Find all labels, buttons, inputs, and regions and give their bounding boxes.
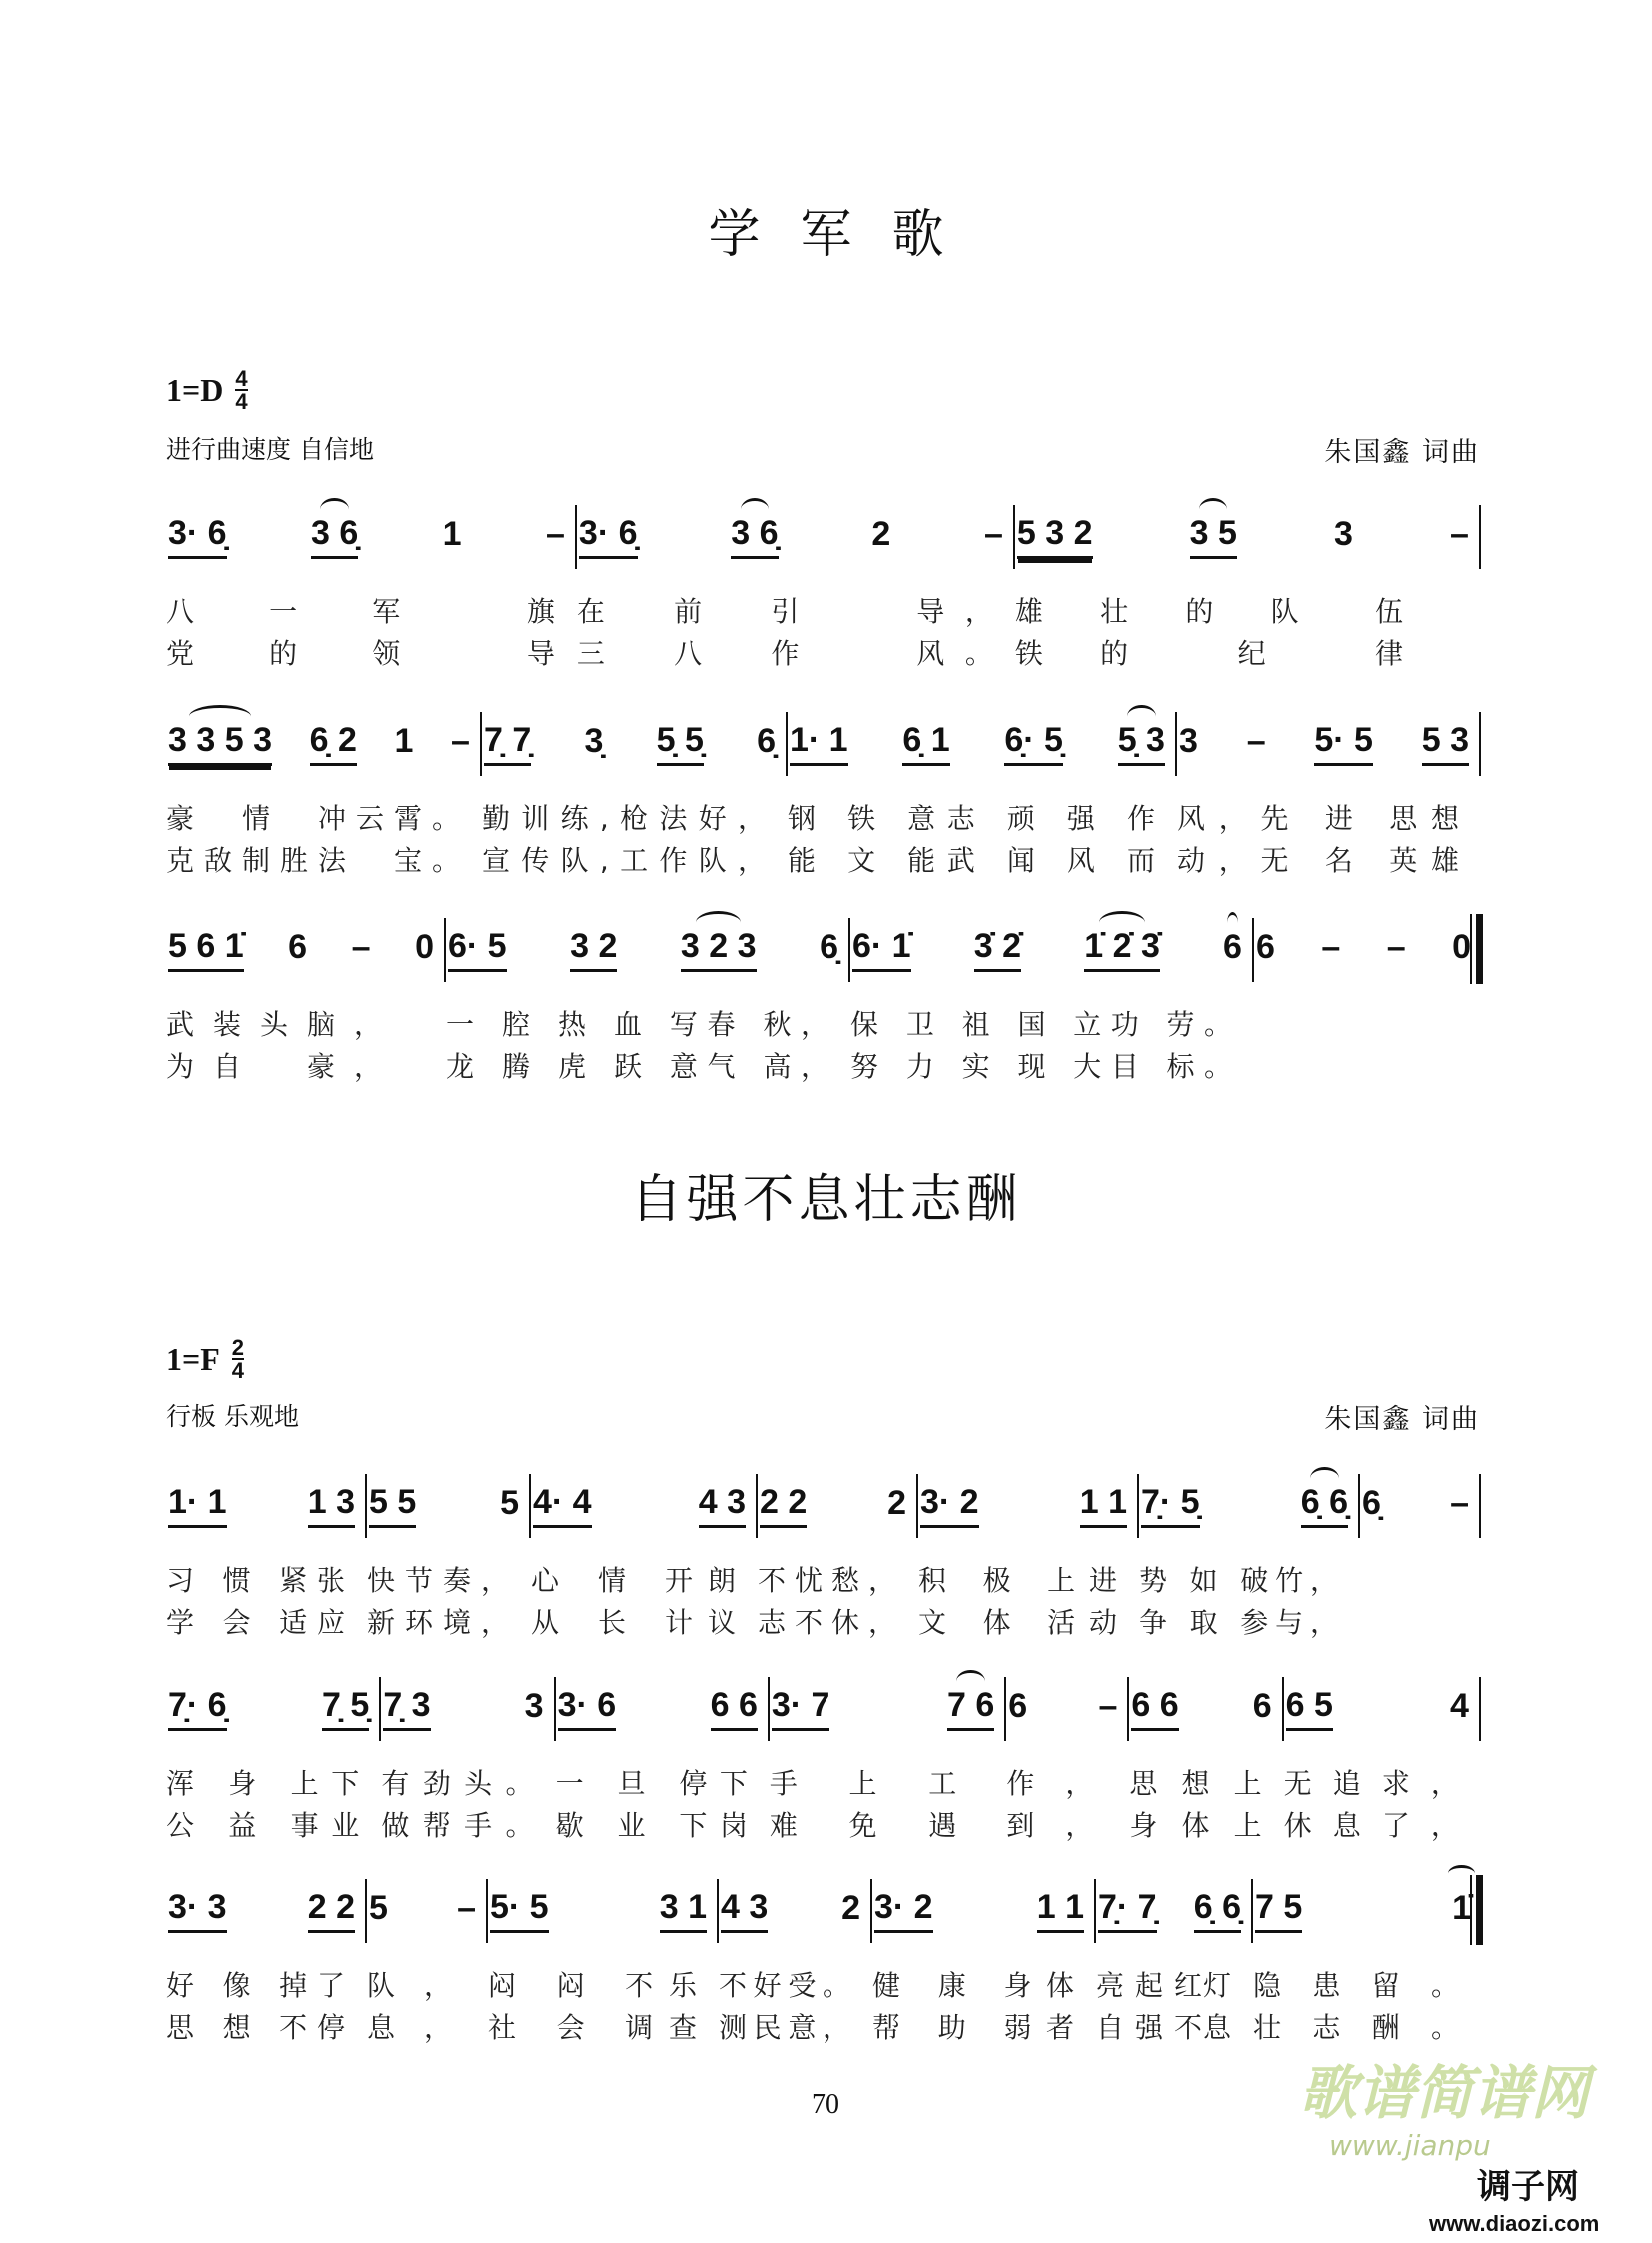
- note-group: 3: [1334, 515, 1353, 553]
- notation-line: [166, 1474, 1481, 1644]
- note-group: 5 3 2: [1017, 516, 1093, 559]
- note-group: 5· 5: [1314, 723, 1373, 766]
- lyrics-verse-1: [1360, 1560, 1481, 1602]
- note-group: 3̣: [584, 722, 604, 760]
- key-signature: [166, 368, 248, 412]
- measure-notes: [758, 1474, 918, 1538]
- measure-notes: [488, 1879, 719, 1943]
- dash-sustain: –: [1386, 928, 1406, 966]
- note-group: 3 5: [1190, 516, 1237, 559]
- measure-notes: [482, 712, 788, 776]
- measure: [1139, 1474, 1360, 1644]
- watermark-brand: 调子网: [1477, 2167, 1579, 2207]
- note-group: 7 5: [1255, 1890, 1302, 1933]
- note-group: 6 6: [1131, 1688, 1178, 1731]
- lyrics-verse-1: 势 如 破竹，: [1139, 1564, 1338, 1597]
- note-group: 1· 1: [790, 723, 848, 766]
- note-group: 6· 5: [448, 929, 507, 972]
- note-group: 1̇: [1452, 1891, 1471, 1931]
- measure-notes: [1254, 918, 1481, 982]
- dash-sustain: –: [457, 1889, 476, 1927]
- note-group: 7̣ 7̣: [484, 723, 531, 766]
- lyrics-verse-2: 公 益 事业: [166, 1809, 360, 1842]
- notation-line: [166, 918, 1481, 1088]
- key: 1=D: [166, 371, 224, 408]
- measure: [488, 1879, 719, 2049]
- lyrics-verse-1: 健 康 身体: [872, 1969, 1074, 2002]
- notation-line: [166, 1677, 1481, 1847]
- lyrics-verse-2: 三 八 作 风。: [576, 637, 993, 670]
- lyrics-verse-1: 风，先 进 思想: [1177, 802, 1459, 835]
- note-group: 3· 7: [772, 1688, 830, 1731]
- measure: [1015, 505, 1481, 675]
- note-group: 6̣: [820, 928, 838, 966]
- author-credit: 朱国鑫 词曲: [1324, 437, 1480, 468]
- note-group: 3· 6̣: [168, 516, 227, 559]
- notation-line: [166, 505, 1481, 675]
- lyrics-verse-1: 心 情 开朗: [531, 1564, 736, 1597]
- measure-notes: [770, 1677, 1006, 1741]
- lyrics-verse-1: 闷 闷 不乐: [488, 1969, 697, 2002]
- note-group: 3̇ 2̇: [974, 929, 1021, 972]
- measure-notes: [166, 1879, 367, 1943]
- note-group: 0: [415, 928, 434, 966]
- note-group: 1̇ 2̇ 3̇: [1084, 929, 1160, 972]
- measure-notes: [1284, 1677, 1481, 1741]
- lyrics-verse-2: 休息了，: [1283, 1809, 1459, 1842]
- measure-notes: [577, 505, 1015, 569]
- note-group: 5 6 1̇: [168, 929, 244, 972]
- notation-line: [166, 1879, 1481, 2049]
- note-group: 3: [1179, 722, 1198, 760]
- time-numerator: 4: [235, 366, 248, 391]
- note-group: 1· 1: [168, 1485, 227, 1528]
- measure: [166, 918, 446, 1088]
- measure: [556, 1677, 770, 1847]
- lyrics-verse-2: 能 文 能武 闻 风 而: [788, 844, 1155, 877]
- lyrics-verse-2: 从 长 计议: [531, 1606, 736, 1639]
- measure-notes: [367, 1879, 488, 1943]
- measure-notes: [166, 1677, 381, 1741]
- lyrics-verse-1: 武装头脑，: [166, 1008, 424, 1041]
- lyrics-verse-1: 八 一 军 旗: [166, 595, 555, 628]
- note-group: 3· 6: [558, 1688, 617, 1731]
- lyrics-verse-1: 有劲头。: [381, 1767, 534, 1800]
- lyrics-verse-2: 争 取 参与，: [1139, 1606, 1338, 1639]
- measure-notes: [850, 918, 1254, 982]
- note-group: 6: [1252, 1687, 1272, 1725]
- note-group: 4· 4: [533, 1485, 592, 1528]
- lyrics-verse-1: 隐患留。: [1253, 1969, 1459, 2002]
- measure: [367, 1474, 531, 1644]
- note-group: 7̣· 7̣: [1098, 1890, 1157, 1933]
- watermark-logo: 歌谱简谱网: [1299, 2059, 1590, 2127]
- lyrics-verse-2: 文 体 活动: [918, 1606, 1117, 1639]
- note-group: 3 6̣: [731, 516, 778, 559]
- lyrics-verse-2: [1360, 1602, 1481, 1644]
- lyrics-verse-1: [1254, 1004, 1481, 1046]
- measure-notes: [1177, 712, 1481, 776]
- measure-notes: [367, 1474, 531, 1538]
- note-group: 3 6̣: [311, 516, 358, 559]
- note-group: 1 1: [1037, 1890, 1084, 1933]
- measure-notes: [166, 712, 482, 776]
- dash-sustain: –: [984, 515, 1003, 553]
- measure: [1284, 1677, 1481, 1847]
- page-number: 70: [812, 2089, 839, 2120]
- lyrics-verse-2: 新环境，: [367, 1606, 509, 1639]
- measure: [367, 1879, 488, 2049]
- time-numerator: 2: [231, 1335, 245, 1360]
- measure: [166, 505, 577, 675]
- song-title: 学军歌: [708, 205, 984, 265]
- note-group: 3· 3: [168, 1890, 227, 1933]
- measure: [482, 712, 788, 882]
- measure: [166, 1474, 367, 1644]
- measure: [1360, 1474, 1481, 1644]
- time-denominator: 4: [231, 1358, 245, 1383]
- measure-notes: [1006, 1677, 1129, 1741]
- lyrics-verse-2: 学 会 适应: [166, 1606, 345, 1639]
- lyrics-verse-1: 积 极 上进: [918, 1564, 1117, 1597]
- measure: [446, 918, 850, 1088]
- lyrics-verse-2: 宣传队,工作队，: [482, 844, 766, 877]
- measure-notes: [166, 918, 446, 982]
- watermark-url: www.jianpu: [1329, 2129, 1491, 2162]
- note-group: 6 6: [711, 1688, 758, 1731]
- note-group: 3· 6̣: [579, 516, 638, 559]
- note-group: 6̣: [1362, 1484, 1381, 1522]
- note-group: 6: [288, 928, 308, 966]
- lyrics-verse-1: 作，: [1006, 1767, 1108, 1800]
- note-group: 6̣: [757, 722, 776, 760]
- dash-sustain: –: [1098, 1687, 1118, 1725]
- watermark-brand-url: www.diaozi.com: [1429, 2211, 1600, 2236]
- note-group: 2: [871, 515, 891, 553]
- measure: [166, 1879, 367, 2049]
- note-group: 3 1: [660, 1890, 707, 1933]
- note-group: 6 5: [1286, 1688, 1333, 1731]
- lyrics-verse-1: 豪 情 冲云霄。: [166, 802, 460, 835]
- lyrics-verse-2: 自 强 不息: [1096, 2011, 1231, 2044]
- measure-notes: [918, 1474, 1139, 1538]
- measure: [918, 1474, 1139, 1644]
- note-group: 6: [1008, 1687, 1028, 1725]
- note-group: 2 2: [760, 1485, 807, 1528]
- note-group: 6̣ 6̣: [1301, 1485, 1348, 1528]
- lyrics-verse-1: 浑 身 上下: [166, 1767, 360, 1800]
- note-group: 1: [394, 722, 414, 760]
- measure-notes: [446, 918, 850, 982]
- measure: [1006, 1677, 1129, 1847]
- lyrics-verse-1: 手 上 工: [769, 1767, 985, 1800]
- note-group: 3· 2: [920, 1485, 979, 1528]
- lyrics-verse-1: 思想上: [1129, 1767, 1262, 1800]
- lyrics-verse-2: 动，无 名 英雄: [1177, 844, 1459, 877]
- lyrics-verse-2: [1254, 1046, 1481, 1088]
- lyrics-verse-1: 一 旦 停下: [555, 1767, 748, 1800]
- time-signature: [232, 1337, 244, 1381]
- measure: [1254, 918, 1481, 1088]
- note-group: 4: [1450, 1687, 1469, 1725]
- note-group: 7̣ 5̣: [322, 1688, 369, 1731]
- dash-sustain: –: [1450, 515, 1469, 553]
- lyrics-verse-2: 克敌制胜法 宝。: [166, 844, 460, 877]
- note-group: 4 3: [721, 1890, 768, 1933]
- note-group: 6: [1256, 928, 1275, 966]
- note-group: 3: [524, 1687, 544, 1725]
- measure: [577, 505, 1015, 675]
- dash-sustain: –: [451, 722, 470, 760]
- note-group: 6· 1̇: [852, 929, 911, 972]
- dash-sustain: –: [1246, 722, 1266, 760]
- tempo-marking: 行板 乐观地: [166, 1402, 299, 1431]
- lyrics-verse-1: 好 像 掉了: [166, 1969, 345, 2002]
- lyrics-verse-2: 息，: [367, 2011, 466, 2044]
- measure: [850, 918, 1254, 1088]
- lyrics-verse-2: 到，: [1006, 1809, 1108, 1842]
- measure-notes: [1129, 1677, 1283, 1741]
- measure: [788, 712, 1177, 882]
- measure: [531, 1474, 758, 1644]
- note-group: 6̣ 1: [902, 723, 949, 766]
- lyrics-verse-2: 思 想 不停: [166, 2011, 345, 2044]
- lyrics-verse-1: 勤训练,枪法好，: [482, 802, 766, 835]
- measure-notes: [556, 1677, 770, 1741]
- lyrics-verse-1: 亮 起 红灯: [1096, 1969, 1231, 2002]
- note-group: 5 5: [369, 1485, 416, 1528]
- note-group: 5: [500, 1484, 519, 1522]
- measure-notes: [1360, 1474, 1481, 1538]
- lyrics-verse-2: 志不休，: [758, 1606, 896, 1639]
- tempo-marking: 进行曲速度 自信地: [166, 435, 374, 464]
- measure-notes: [531, 1474, 758, 1538]
- lyrics-verse-2: 身体上: [1129, 1809, 1262, 1842]
- note-group: 4 3: [699, 1485, 746, 1528]
- note-group: 7̣ 3: [383, 1688, 430, 1731]
- lyrics-verse-2: 帮 助 弱者: [872, 2011, 1074, 2044]
- lyrics-verse-2: 党 的 领 导: [166, 637, 555, 670]
- note-group: 3· 2: [874, 1890, 933, 1933]
- measure: [1129, 1677, 1283, 1847]
- note-group: 5: [369, 1889, 388, 1927]
- author-credit: 朱国鑫 词曲: [1324, 1404, 1480, 1435]
- note-group: 6̣ 2: [310, 723, 357, 766]
- time-signature: [235, 368, 247, 412]
- measure: [770, 1677, 1006, 1847]
- dash-sustain: –: [1450, 1484, 1469, 1522]
- song-title: 自强不息壮志酬: [630, 1170, 1022, 1230]
- measure-notes: [166, 505, 577, 569]
- measure-notes: [872, 1879, 1096, 1943]
- note-group: 5̣ 5̣: [657, 723, 704, 766]
- note-group: 3 2 3: [681, 929, 757, 972]
- measure: [1177, 712, 1481, 882]
- note-group: 7̣· 5̣: [1141, 1485, 1200, 1528]
- note-group: 3 2: [570, 929, 617, 972]
- lyrics-verse-2: 歇 业 下岗: [555, 1809, 748, 1842]
- lyrics-verse-1: 钢 铁 意志 顽 强 作: [788, 802, 1155, 835]
- lyrics-verse-2: 测民意，: [719, 2011, 850, 2044]
- note-group: 6̣ 6̣: [1194, 1890, 1241, 1933]
- lyrics-verse-2: 铁 的 纪 律: [1014, 637, 1459, 670]
- dash-sustain: –: [546, 515, 565, 553]
- lyrics-verse-2: 做帮手。: [381, 1809, 534, 1842]
- measure-notes: [1139, 1474, 1360, 1538]
- note-group: 1: [442, 515, 462, 553]
- measure-notes: [719, 1879, 872, 1943]
- measure: [166, 1677, 381, 1847]
- lyrics-verse-1: 快节奏，: [367, 1564, 509, 1597]
- dash-sustain: –: [1321, 928, 1341, 966]
- measure: [872, 1879, 1096, 2049]
- lyrics-verse-2: 社 会 调查: [488, 2011, 697, 2044]
- note-group: 0: [1452, 928, 1471, 966]
- key-signature: [166, 1337, 244, 1381]
- measure: [166, 712, 482, 882]
- note-group: 5̣ 3: [1118, 723, 1165, 766]
- lyrics-verse-1: 习 惯 紧张: [166, 1564, 345, 1597]
- lyrics-verse-2: 难 免 遇: [769, 1809, 985, 1842]
- lyrics-verse-2: 龙 腾 虎 跃 意气 高，: [446, 1050, 828, 1083]
- note-group: 2: [841, 1889, 860, 1927]
- note-group: 5· 5: [490, 1890, 549, 1933]
- lyrics-verse-1: 无追求，: [1283, 1767, 1459, 1800]
- note-group: 3 3 5 3: [168, 723, 272, 766]
- note-group: 6: [1223, 930, 1242, 970]
- notation-line: [166, 712, 1481, 882]
- note-group: 7̣· 6̣: [168, 1688, 227, 1731]
- measure-notes: [166, 1474, 367, 1538]
- measure-notes: [381, 1677, 555, 1741]
- note-group: 1 3: [308, 1485, 355, 1528]
- lyrics-verse-1: 不忧愁，: [758, 1564, 896, 1597]
- lyrics-verse-1: 雄 壮 的 队 伍: [1014, 595, 1459, 628]
- measure: [719, 1879, 872, 2049]
- note-group: 7 6: [947, 1688, 994, 1731]
- lyrics-verse-2: 壮志酬。: [1253, 2011, 1459, 2044]
- dash-sustain: –: [351, 928, 371, 966]
- lyrics-verse-2: 努 力 实 现 大目 标。: [850, 1050, 1232, 1083]
- time-denominator: 4: [235, 389, 248, 414]
- note-group: 5 3: [1422, 723, 1469, 766]
- key: 1=F: [166, 1340, 220, 1377]
- measure: [381, 1677, 555, 1847]
- note-group: 6̣· 5̣: [1004, 723, 1063, 766]
- note-group: 2 2: [308, 1890, 355, 1933]
- lyrics-verse-1: 一 腔 热 血 写春 秋，: [446, 1008, 828, 1041]
- lyrics-verse-2: 为自 豪，: [166, 1050, 424, 1083]
- measure-notes: [1015, 505, 1481, 569]
- measure-notes: [1096, 1879, 1253, 1943]
- lyrics-verse-1: 在 前 引 导，: [576, 595, 993, 628]
- lyrics-verse-1: 保 卫 祖 国 立功 劳。: [850, 1008, 1232, 1041]
- measure: [1096, 1879, 1253, 2049]
- note-group: 2: [887, 1484, 906, 1522]
- measure-notes: [788, 712, 1177, 776]
- lyrics-verse-1: 队，: [367, 1969, 466, 2002]
- measure: [1253, 1879, 1481, 2049]
- measure: [758, 1474, 918, 1644]
- lyrics-verse-1: 不好受。: [719, 1969, 850, 2002]
- note-group: 1 1: [1080, 1485, 1127, 1528]
- measure-notes: [1253, 1879, 1481, 1943]
